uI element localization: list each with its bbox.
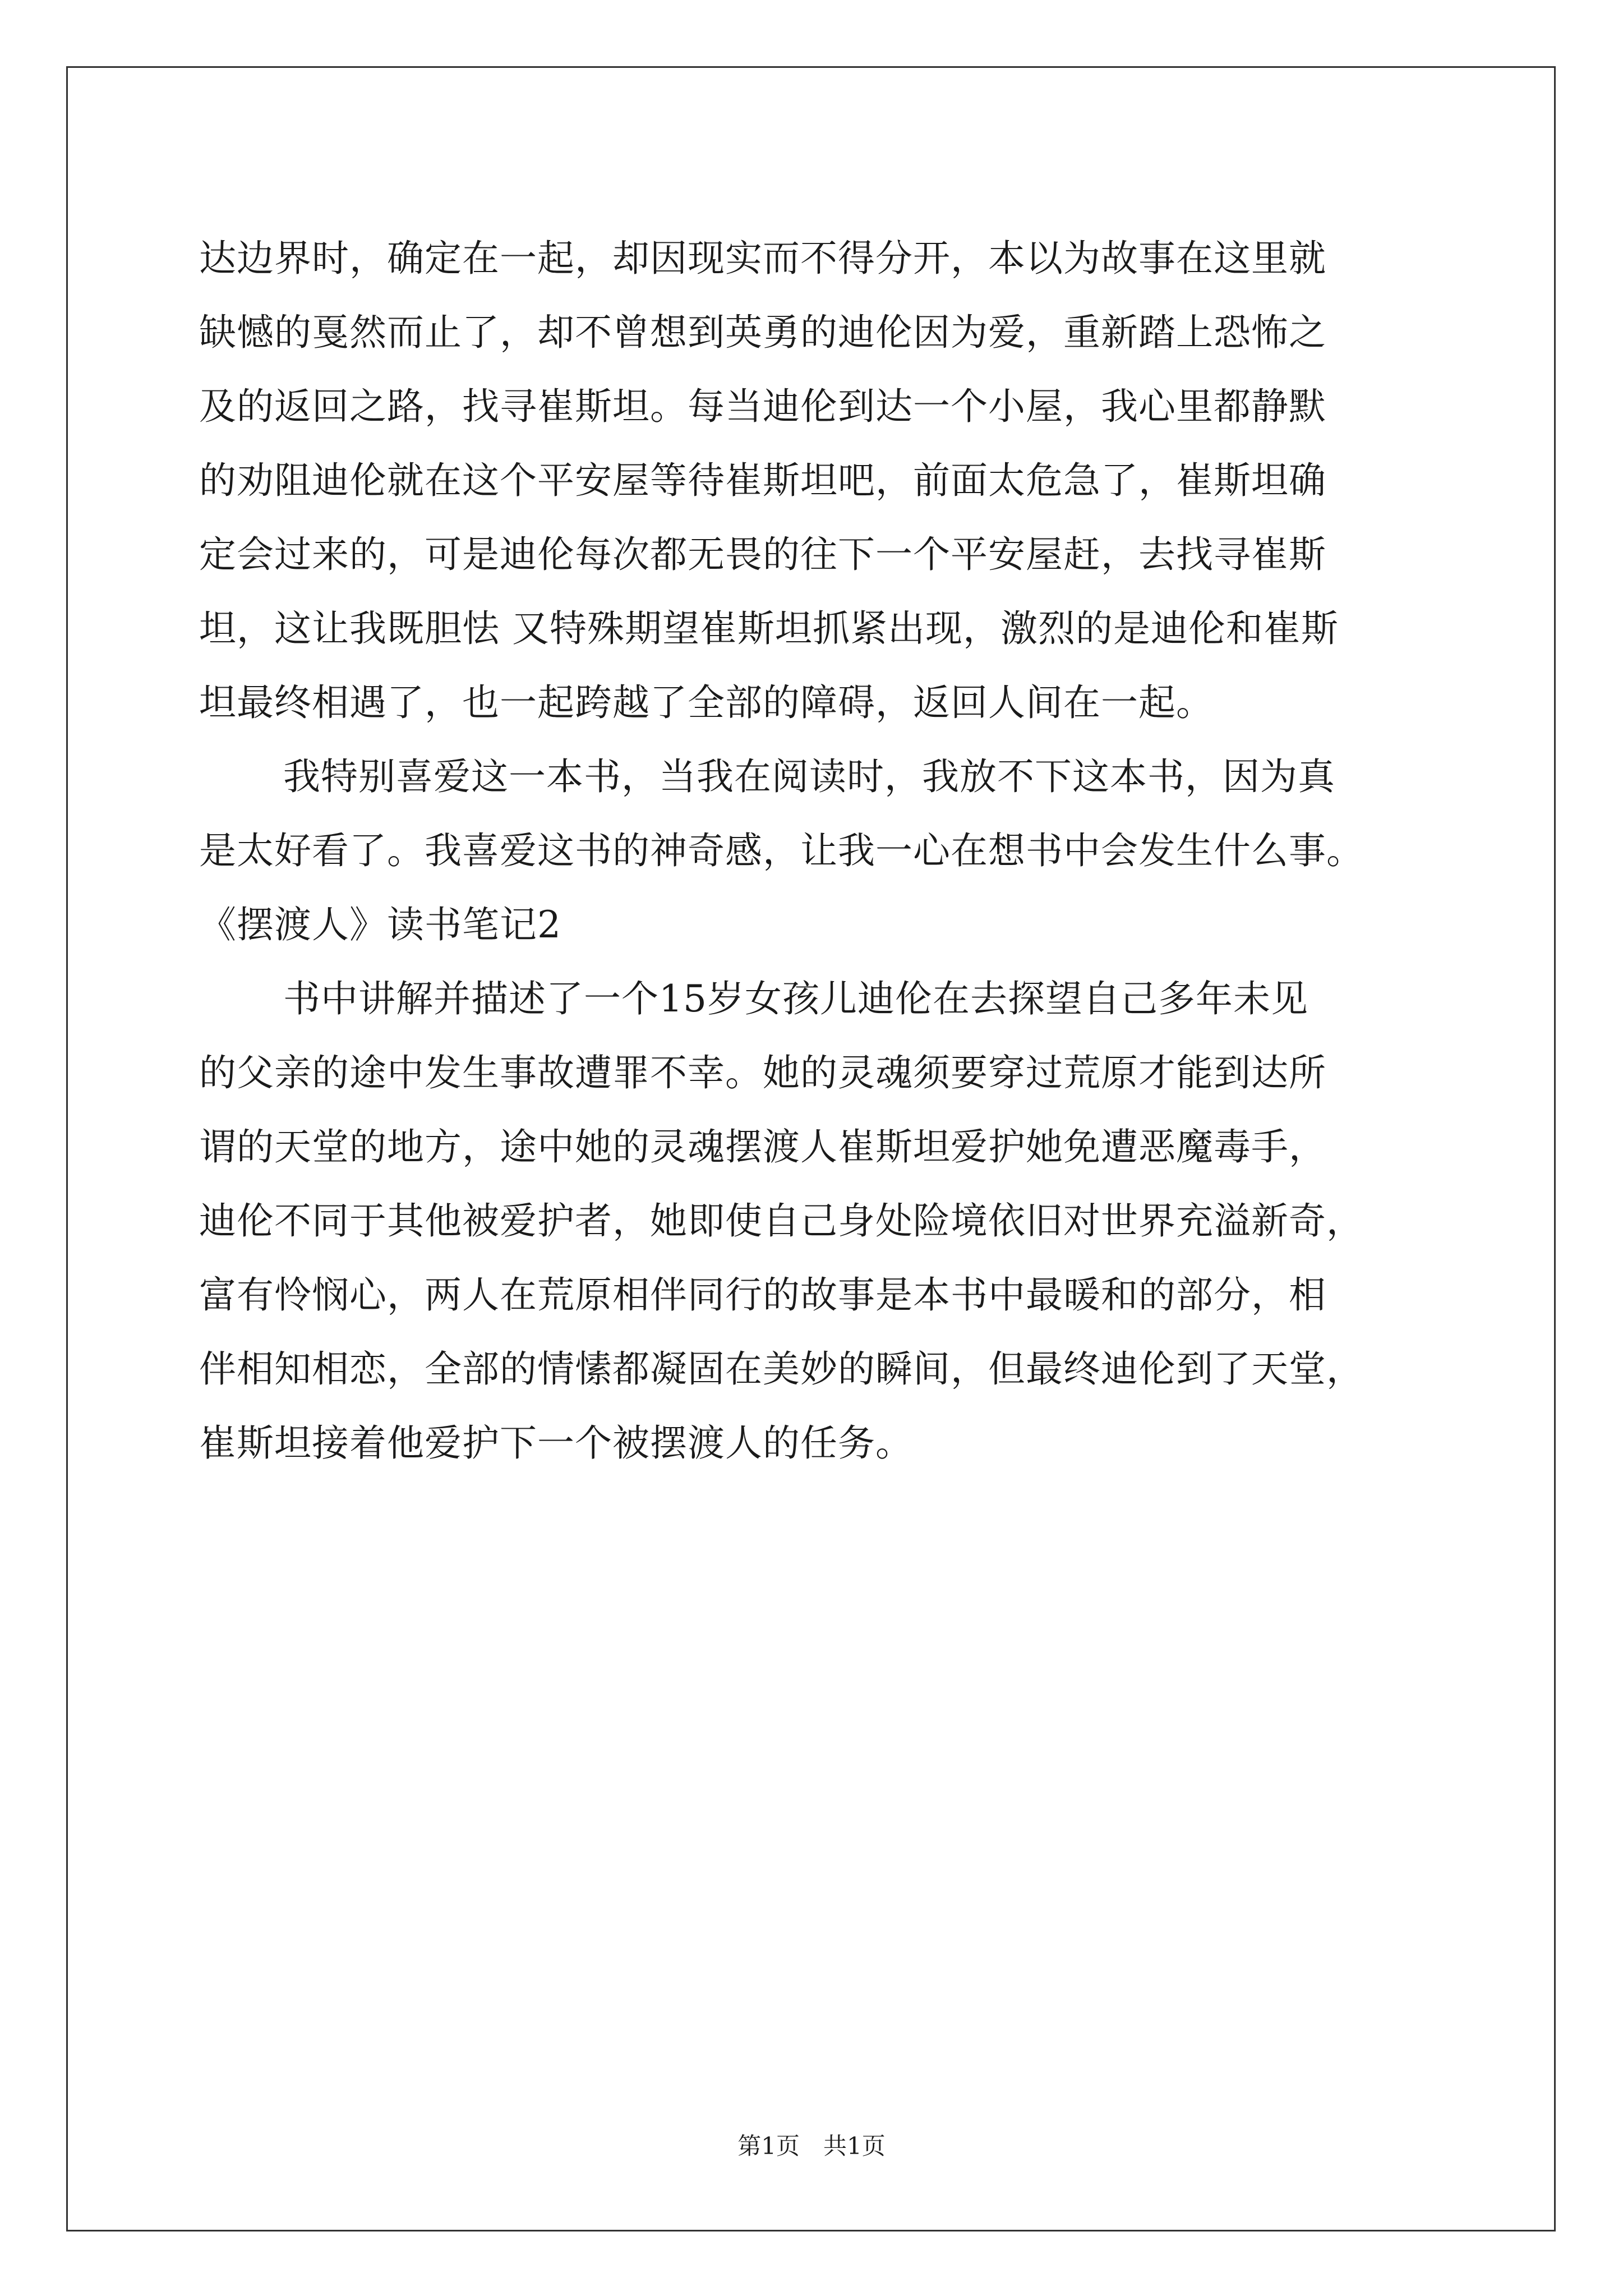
text-line: 崔斯坦接着他爱护下一个被摆渡人的任务。: [199, 1421, 913, 1465]
text-line: 缺憾的戛然而止了，却不曾想到英勇的迪伦因为爱，重新踏上恐怖之: [199, 311, 1326, 354]
text-line: 坦最终相遇了，也一起跨越了全部的障碍，返回人间在一起。: [199, 681, 1214, 724]
text-line: 及的返回之路，找寻崔斯坦。每当迪伦到达一个小屋，我心里都静默: [199, 385, 1326, 428]
text-line: 谓的天堂的地方，途中她的灵魂摆渡人崔斯坦爱护她免遭恶魔毒手，: [199, 1125, 1326, 1168]
text-line: 定会过来的，可是迪伦每次都无畏的往下一个平安屋赶，去找寻崔斯: [199, 533, 1326, 576]
text-line: 富有怜悯心，两人在荒原相伴同行的故事是本书中最暖和的部分，相: [199, 1273, 1326, 1317]
text-line: 是太好看了。我喜爱这书的神奇感，让我一心在想书中会发生什么事。: [199, 829, 1364, 872]
paragraph-start-line: 书中讲解并描述了一个15岁女孩儿迪伦在去探望自己多年未见: [283, 977, 1308, 1020]
text-line: 迪伦不同于其他被爱护者，她即使自己身处险境依旧对世界充溢新奇，: [199, 1199, 1364, 1243]
text-line: 达边界时，确定在一起，却因现实而不得分开，本以为故事在这里就: [199, 237, 1326, 280]
text-line: 伴相知相恋，全部的情愫都凝固在美妙的瞬间，但最终迪伦到了天堂，: [199, 1347, 1364, 1391]
page-number-footer: 第1页 共1页: [737, 2132, 886, 2160]
section-heading: 《摆渡人》读书笔记2: [199, 903, 561, 946]
text-line: 的劝阻迪伦就在这个平安屋等待崔斯坦吧，前面太危急了，崔斯坦确: [199, 459, 1326, 502]
text-line: 坦，这让我既胆怯 又特殊期望崔斯坦抓紧出现，激烈的是迪伦和崔斯: [199, 607, 1339, 650]
document-body: [199, 222, 1427, 1480]
paragraph-start-line: 我特别喜爱这一本书，当我在阅读时，我放不下这本书，因为真: [283, 755, 1335, 798]
text-line: 的父亲的途中发生事故遭罪不幸。她的灵魂须要穿过荒原才能到达所: [199, 1051, 1326, 1094]
